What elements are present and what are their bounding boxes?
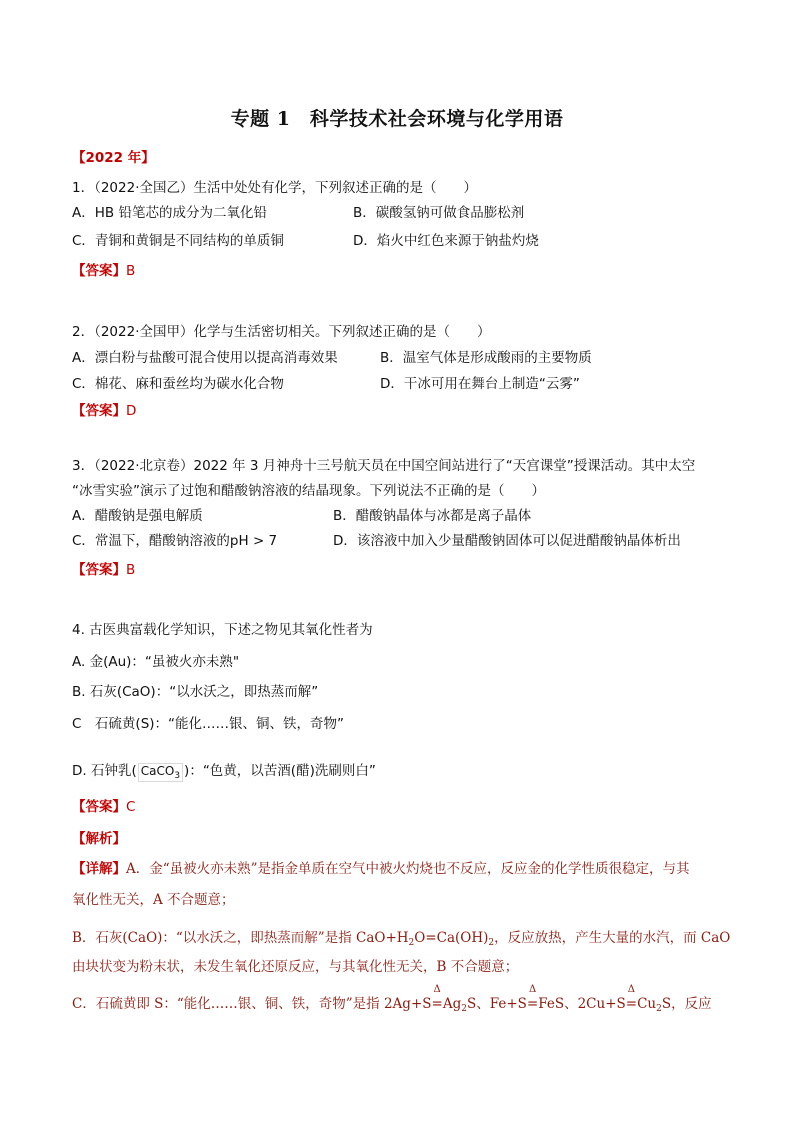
sub-2: 2	[488, 938, 495, 948]
q3-answer	[72, 558, 135, 578]
eq2-product: FeS、2Cu+S	[538, 996, 626, 1012]
answer-value: B	[126, 263, 136, 279]
q2-answer	[72, 399, 136, 419]
detail-label: 【详解】	[72, 861, 126, 877]
answer-label: 【答案】	[72, 799, 126, 815]
eq1-tail: S、Fe+S	[466, 996, 527, 1012]
q1-option-c: C．青铜和黄铜是不同结构的单质铜	[72, 233, 284, 249]
q2-option-c: C．棉花、麻和蚕丝均为碳水化合物	[72, 376, 284, 392]
answer-label: 【答案】	[72, 403, 126, 419]
detail-b-post: ，反应放热，产生大量的水汽，而 CaO	[494, 930, 731, 946]
answer-value: B	[126, 562, 136, 578]
q4-stem: 4. 古医典富载化学知识，下述之物见其氧化性者为	[72, 622, 373, 638]
formula-sub: 3	[174, 771, 181, 781]
q4-option-c: C 石硫黄(S)：“能化……银、铜、铁，奇物”	[72, 716, 345, 732]
eq1-product: Ag	[442, 996, 462, 1012]
heat-equals-sign: Δ =	[432, 996, 443, 1012]
year-heading: 【2022 年】	[72, 150, 155, 166]
q3-option-a: A．醋酸钠是强电解质	[72, 508, 203, 524]
q4-option-b: B. 石灰(CaO)：“以水沃之，即热蒸而解”	[72, 684, 319, 700]
q1-stem: 1．（2022·全国乙）生活中处处有化学，下列叙述正确的是（ ）	[72, 180, 477, 196]
detail-b-mid: O=Ca(OH)	[414, 930, 489, 946]
q2-option-b: B．温室气体是形成酸雨的主要物质	[380, 350, 592, 366]
detail-c-pre: C．石硫黄即 S：“能化……银、铜、铁，奇物”是指	[72, 996, 384, 1012]
q3-option-d: D．该溶液中加入少量醋酸钠固体可以促进醋酸钠晶体析出	[333, 533, 681, 549]
q4-option-d	[72, 759, 376, 782]
answer-label: 【答案】	[72, 263, 126, 279]
sub-2: 2	[656, 1004, 662, 1014]
eq3-product: Cu	[637, 996, 657, 1012]
eq1-reactants: 2Ag+S	[383, 996, 432, 1012]
answer-value: C	[126, 799, 136, 815]
q1-option-d: D．焰火中红色来源于钠盐灼烧	[353, 233, 539, 249]
q4-answer	[72, 795, 135, 815]
q3-stem-line1: 3．（2022·北京卷）2022 年 3 月神舟十三号航天员在中国空间站进行了“天宫课堂”授课活动。其中太空	[72, 458, 696, 474]
detail-c-end: S，反应	[661, 996, 712, 1012]
sub-2: 2	[408, 938, 415, 948]
page-title: 专题 1 科学技术社会环境与化学用语	[230, 108, 564, 130]
detail-a-line1	[72, 857, 690, 877]
q1-answer	[72, 259, 135, 279]
detail-b-line2: 由块状变为粉末状，未发生氧化还原反应，与其氧化性无关，B 不合题意；	[72, 959, 519, 975]
caco3-formula	[138, 763, 183, 782]
q4-option-a: A. 金(Au)：“虽被火亦未熟"	[72, 654, 240, 670]
q2-stem: 2．（2022·全国甲）化学与生活密切相关。下列叙述正确的是（ ）	[72, 324, 491, 340]
q1-option-a: A．HB 铅笔芯的成分为二氧化铅	[72, 205, 267, 221]
answer-label: 【答案】	[72, 562, 126, 578]
q2-option-a: A．漂白粉与盐酸可混合使用以提高消毒效果	[72, 350, 338, 366]
option-d-prefix: D. 石钟乳(	[72, 763, 137, 779]
heat-equals-sign: Δ =	[626, 996, 637, 1012]
q3-stem-line2: “冰雪实验”演示了过饱和醋酸钠溶液的结晶现象。下列说法不正确的是（ ）	[72, 483, 545, 499]
heat-equals-sign: Δ =	[527, 996, 538, 1012]
detail-b-pre: B．石灰(CaO)：“以水沃之，即热蒸而解”是指 CaO+H	[72, 930, 409, 946]
q3-option-b: B．醋酸钠晶体与冰都是离子晶体	[333, 508, 532, 524]
formula-main: CaCO	[140, 764, 175, 778]
detail-c-line	[72, 992, 712, 1014]
sub-2: 2	[461, 1004, 467, 1014]
q3-option-c: C．常温下，醋酸钠溶液的pH > 7	[72, 533, 278, 549]
detail-b-line1	[72, 926, 730, 948]
q2-option-d: D．干冰可用在舞台上制造“云雾”	[380, 376, 580, 392]
detail-a-line2: 氧化性无关，A 不合题意；	[72, 892, 235, 908]
answer-value: D	[126, 403, 137, 419]
detail-a-text: A．金“虽被火亦未熟”是指金单质在空气中被火灼烧也不反应，反应金的化学性质很稳定，与其	[126, 861, 690, 877]
analysis-label: 【解析】	[72, 831, 126, 847]
q1-option-b: B．碳酸氢钠可做食品膨松剂	[353, 205, 525, 221]
option-d-suffix: )：“色黄，以苦酒(醋)洗刷则白”	[184, 763, 376, 779]
